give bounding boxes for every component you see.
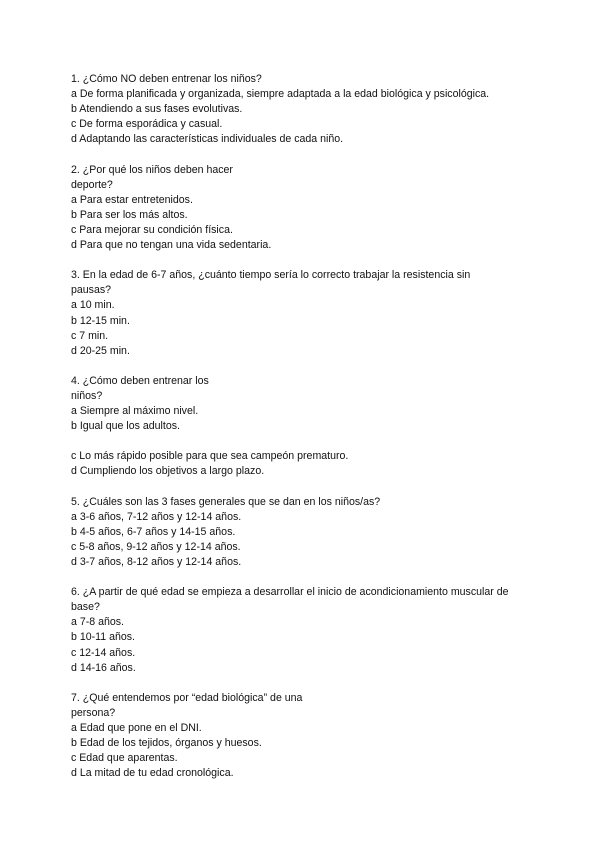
answer-line: a Siempre al máximo nivel. bbox=[71, 405, 199, 418]
question-block bbox=[71, 268, 541, 359]
answer-line: b Atendiendo a sus fases evolutivas. bbox=[71, 103, 243, 116]
question-block bbox=[71, 72, 541, 147]
answer-line: b 10-11 años. bbox=[71, 631, 136, 644]
question-block bbox=[71, 374, 541, 480]
question-text: 5. ¿Cuáles son las 3 fases generales que se dan en los niños/as? bbox=[71, 495, 381, 508]
answer-line: c Para mejorar su condición física. bbox=[71, 223, 233, 236]
answer-line: pausas? bbox=[71, 284, 112, 297]
answer-line: c De forma esporádica y casual. bbox=[71, 118, 223, 131]
answer-line: b 4-5 años, 6-7 años y 14-15 años. bbox=[71, 525, 236, 538]
answer-line: c Edad que aparentas. bbox=[71, 752, 178, 765]
answer-line: d 14-16 años. bbox=[71, 661, 136, 674]
question-block bbox=[71, 163, 541, 254]
answer-line: d La mitad de tu edad cronológica. bbox=[71, 767, 234, 780]
answer-line: d Para que no tengan una vida sedentaria. bbox=[71, 239, 272, 252]
answer-line: d Cumpliendo los objetivos a largo plazo. bbox=[71, 465, 265, 478]
answer-line: c Lo más rápido posible para que sea campeón prematuro. bbox=[71, 450, 349, 463]
answer-line: b 12-15 min. bbox=[71, 314, 130, 327]
answer-line: a Para estar entretenidos. bbox=[71, 193, 193, 206]
answer-line: b Igual que los adultos. bbox=[71, 420, 180, 433]
question-text: 4. ¿Cómo deben entrenar los bbox=[71, 374, 209, 387]
question-list bbox=[71, 72, 541, 781]
answer-line: persona? bbox=[71, 706, 116, 719]
spacer bbox=[71, 147, 541, 162]
question-block bbox=[71, 585, 541, 676]
spacer bbox=[71, 480, 541, 495]
answer-line: d Adaptando las características individuales de cada niño. bbox=[71, 133, 344, 146]
spacer bbox=[71, 676, 541, 691]
spacer bbox=[71, 359, 541, 374]
question-text: 3. En la edad de 6-7 años, ¿cuánto tiempo sería lo correcto trabajar la resistencia sin bbox=[71, 269, 471, 282]
answer-line: a 7-8 años. bbox=[71, 616, 125, 629]
answer-line: d 20-25 min. bbox=[71, 344, 130, 357]
answer-line: b Edad de los tejidos, órganos y huesos. bbox=[71, 737, 262, 750]
answer-line: c 7 min. bbox=[71, 329, 109, 342]
answer-line: a 10 min. bbox=[71, 299, 115, 312]
answer-line: a 3-6 años, 7-12 años y 12-14 años. bbox=[71, 510, 242, 523]
answer-line: a Edad que pone en el DNI. bbox=[71, 722, 202, 735]
answer-line: niños? bbox=[71, 389, 103, 402]
question-text: 7. ¿Qué entendemos por “edad biológica” de una bbox=[71, 691, 303, 704]
question-block bbox=[71, 691, 541, 782]
spacer bbox=[71, 253, 541, 268]
question-text: 6. ¿A partir de qué edad se empieza a desarrollar el inicio de acondicionamiento muscular de bbox=[71, 586, 509, 599]
answer-line: d 3-7 años, 8-12 años y 12-14 años. bbox=[71, 556, 242, 568]
answer-line: a De forma planificada y organizada, siempre adaptada a la edad biológica y psicológica. bbox=[71, 88, 490, 101]
answer-line: c 5-8 años, 9-12 años y 12-14 años. bbox=[71, 540, 241, 553]
question-block bbox=[71, 495, 541, 570]
question-text: 2. ¿Por qué los niños deben hacer bbox=[71, 163, 233, 176]
question-text: 1. ¿Cómo NO deben entrenar los niños? bbox=[71, 73, 262, 85]
spacer bbox=[71, 570, 541, 585]
answer-line: b Para ser los más altos. bbox=[71, 208, 188, 221]
answer-line: c 12-14 años. bbox=[71, 646, 136, 659]
answer-line bbox=[71, 434, 541, 449]
answer-line: deporte? bbox=[71, 178, 113, 191]
answer-line: base? bbox=[71, 601, 100, 614]
